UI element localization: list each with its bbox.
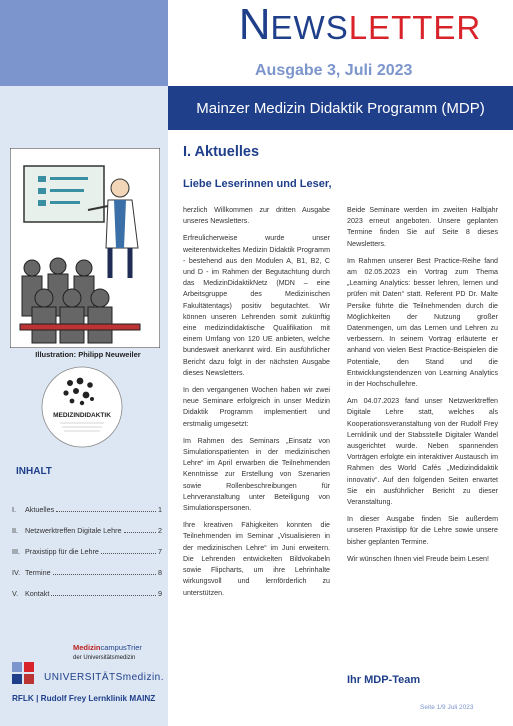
toc-item[interactable] — [12, 568, 162, 589]
paragraph: Erfreulicherweise wurde unser weiterentwickeltes Medizin Didaktik Programm - bestehend aus den Modulen A, B1, B2, C und D - im Rahmen der Begutachtung durch das MedizinDidaktikNetz (MDN – eine Arbeitsgruppe des Medizinischen Fakultätentags) positiv begutachtet. Wir können unseren Lehrenden somit zukünftig eine medizindidaktische Qualifikation mit einem Umfang von 120 UE anbieten, welche bundesweit anerkannt wird. Ein ausführlicher Bericht dazu folgt in der nächsten Ausgabe dieses Newsletters. — [183, 234, 330, 377]
toc-heading: INHALT — [16, 466, 52, 477]
toc-item[interactable] — [12, 547, 162, 568]
page-footer: Seite 1/9 Juli 2023 — [420, 704, 474, 711]
toc-page: 9 — [158, 589, 162, 598]
paragraph: Im Rahmen unserer Best Practice-Reihe fand am 02.05.2023 ein Vortrag zum Thema „Learning Analytics: besser lehren, lernen und prüfen mit Daten“ statt. Referent PD Dr. Malte Persike führte die Teilnehmenden durch die Möglichkeiten der Nutzung großer Datenmengen, um das Lernen und Lehren zu verbessern. In seinem Vortrag erläuterte er anhand von vielen Best Practice-Beispielen die Potentiale, den Stand und die Entwicklungstendenzen von Learning Analytics in der Hochschullehre. — [347, 256, 498, 389]
toc-leader — [101, 553, 156, 554]
seal-text: MEDIZINDIDAKTIK — [53, 412, 111, 419]
toc-leader — [124, 532, 156, 533]
sidebar-header-block — [0, 0, 168, 86]
paragraph: In den vergangenen Wochen haben wir zwei neue Seminare erfolgreich in unser Medizin Didaktik Programm implementiert und erstmalig umgesetzt: — [183, 386, 330, 428]
teacher-illustration — [10, 148, 160, 348]
toc-label: Praxistipp für die Lehre — [25, 547, 99, 556]
toc-label: Aktuelles — [25, 505, 55, 514]
sidebar — [0, 0, 168, 726]
toc-leader — [51, 595, 156, 596]
campus-trier-logo: MedizincampusTrier der Universitätsmedizin — [73, 643, 142, 661]
toc-label: Kontakt — [25, 589, 50, 598]
text-column-left — [183, 205, 330, 605]
paragraph: Wir wünschen Ihnen viel Freude beim Lesen! — [347, 554, 489, 563]
toc-item[interactable] — [12, 589, 162, 610]
toc-page: 2 — [158, 526, 162, 535]
toc-label: Termine — [25, 568, 51, 577]
greeting: Liebe Leserinnen und Leser, — [183, 178, 332, 190]
toc-item[interactable] — [12, 526, 162, 547]
paragraph: Ihre kreativen Fähigkeiten konnten die Teilnehmenden im Seminar „Visualisieren in der medizinischen Lehre“ im Juni erweitern. Die Lehrenden entwickelten Bildvokabeln sowie Flipcharts, um ihre Lehrinhalte wirkungsvoll und lernförderlich zu unterstützen. — [183, 521, 330, 597]
toc-num: IV. — [12, 568, 21, 577]
table-of-contents — [12, 505, 162, 610]
toc-num: V. — [12, 589, 19, 598]
toc-num: I. — [12, 505, 16, 514]
illustration-caption: Illustration: Philipp Neuweiler — [35, 350, 141, 359]
newsletter-title: NEWSLETTER — [238, 0, 482, 49]
paragraph: Beide Seminare werden im zweiten Halbjahr 2023 erneut angeboten. Unsere geplanten Termine finden Sie auf Seite 8 dieses Newsletters. — [347, 206, 498, 248]
text-column-right — [347, 205, 498, 571]
issue-label: Ausgabe 3, Juli 2023 — [255, 62, 413, 79]
toc-leader — [53, 574, 156, 575]
toc-leader — [56, 511, 156, 512]
toc-label: Netzwerktreffen Digitale Lehre — [25, 526, 122, 535]
university-logo-text: UNIVERSITÄTSmedizin. — [44, 672, 165, 683]
paragraph: In dieser Ausgabe finden Sie außerdem unseren Praxistipp für die Lehre sowie unsere bisher geplanten Termine. — [347, 515, 498, 546]
paragraph: Im Rahmen des Seminars „Einsatz von Simulationspatienten in der medizinischen Lehre“ im April erwarben die Teilnehmenden Kenntnisse zur Erstellung von Szenarien sowie Rollenbeschreibungen für Lehrveranstaltung unter Beteiligung von Simulationspersonen. — [183, 436, 330, 513]
toc-page: 7 — [158, 547, 162, 556]
paragraph: Am 04.07.2023 fand unser Netzwerktreffen Digitale Lehre statt, welches als Kooperationsveranstaltung von der Rudolf Frey Lernklinik und der Stabsstelle Digitaler Wandel ausgerichtet wurde. Neben spannenden Vorträgen erfolgte ein interaktiver Austausch im Rahmen des World Cafés „Medizindidaktik innovativ“. Auf den folgenden Seiten erwartet Sie ein ausführlicher Bericht zu dieser Veranstaltung. — [347, 397, 498, 507]
toc-page: 1 — [158, 505, 162, 514]
toc-item[interactable] — [12, 505, 162, 526]
toc-num: III. — [12, 547, 20, 556]
rflk-logo: RFLK | Rudolf Frey Lernklinik MAINZ — [12, 694, 156, 703]
toc-num: II. — [12, 526, 18, 535]
paragraph: herzlich Willkommen zur dritten Ausgabe unseres Newsletters. — [183, 206, 330, 226]
medizindidaktik-seal — [40, 365, 124, 449]
section-title: I. Aktuelles — [183, 144, 260, 160]
signoff: Ihr MDP-Team — [347, 674, 421, 686]
toc-page: 8 — [158, 568, 162, 577]
program-banner: Mainzer Medizin Didaktik Programm (MDP) — [168, 86, 513, 130]
